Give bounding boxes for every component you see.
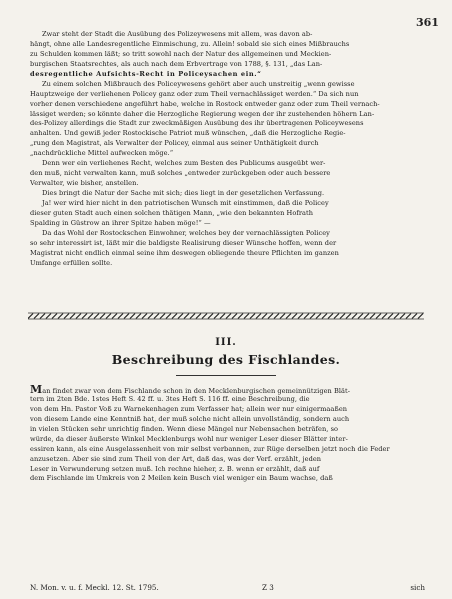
text-line: lässiget werden; so könnte daher die Herzogliche Regierung wegen der ihr zustehenden höhern Lan-	[30, 109, 375, 118]
text-line: Verwalter, wie bisher, anstellen.	[30, 179, 139, 188]
top-text-block	[30, 30, 420, 269]
text-line: Hauptzweige der verliehenen Policey ganz oder zum Theil vernachlässiget werden.“ Da sich nun	[30, 89, 359, 98]
printer-signature: N. Mon. v. u. f. Meckl. 12. St. 1795.	[30, 583, 159, 592]
text-line: zu Schulden kommen läßt; so tritt sowohl nach der Natur des allgemeinen und Meckien-	[30, 49, 332, 58]
body-text-block	[30, 385, 420, 484]
text-line: von dem Hn. Pastor Voß zu Warnekenhagen zum Verfasser hat; allein wer nur einigermaaßen	[30, 404, 348, 413]
text-line: „rung den Magistrat, als Verwalter der Policey, einmal aus seiner Unthätigkeit durch	[30, 139, 319, 148]
heading-rule	[176, 375, 276, 376]
text-line: Leser in Verwunderung setzen muß. Ich rechne hieher, z. B. wenn er erzählt, daß auf	[30, 464, 320, 473]
text-line: so sehr interessirt ist, läßt mir die baldigste Realisirung dieser Wünsche hoffen, wenn der	[30, 238, 337, 247]
decorative-rope-divider	[28, 312, 424, 320]
drop-cap: M	[30, 385, 43, 395]
text-line: burgischen Staatsrechtes, als auch nach dem Erbvertrage von 1788, §. 131, „das Lan-	[30, 59, 323, 68]
text-line	[30, 385, 420, 395]
text-line: Dies bringt die Natur der Sache mit sich; dies liegt in der gesetzlichen Verfassung.	[42, 189, 325, 197]
text-line: den muß, nicht verwalten kann, muß solches „entweder zurückgeben oder auch bessere	[30, 169, 331, 178]
sheet-mark: Z 3	[262, 583, 274, 592]
text-line: dieser guten Stadt auch einen solchen thätigen Mann, „wie den bekannten Hofrath	[30, 208, 314, 217]
text-line: Denn wer ein verliehenes Recht, welches zum Besten des Publicums ausgeübt wer-	[42, 159, 326, 168]
text-line: essiren kann, als eine Ausgelassenheit von mir selbst verbannen, zur Rüge derselben jetzt noch die Feder	[30, 444, 390, 453]
page-number: 361	[416, 16, 439, 29]
text-line: desregentliche Aufsichts-Recht in Policeysachen ein.“	[30, 69, 262, 78]
text-line: Da das Wohl der Rostockschen Einwohner, welches bey der vernachlässigten Policey	[42, 228, 330, 237]
text-line: anhalten. Und gewiß jeder Rostockische Patriot muß wünschen, „daß die Herzogliche Regie-	[30, 129, 346, 138]
text-line: würde, da dieser äußerste Winkel Mecklenburgs wohl nur weniger Leser dieser Blätter inter-	[30, 434, 348, 443]
text-line: Umfange erfüllen sollte.	[30, 258, 113, 267]
text-line: des-Polizey allerdings die Stadt zur zweckmäßigen Ausübung des ihr übertragenen Policeywesens	[30, 119, 364, 128]
text-line: anzusetzen. Aber sie sind zum Theil von der Art, daß das, was der Verf. erzählt, jeden	[30, 454, 322, 463]
text-line: dem Fischlande im Umkreis von 2 Meilen kein Busch viel weniger ein Baum wachse, daß	[30, 474, 333, 483]
section-number: III.	[215, 337, 237, 348]
text-line: Spalding in Güstrow an ihrer Spitze haben möge!“ —	[30, 218, 211, 227]
text-line: Zwar steht der Stadt die Ausübung des Polizeywesens mit allem, was davon ab-	[42, 30, 313, 38]
text-line: Magistrat nicht endlich einmal seine ihm deswegen obliegende theure Pflichten im ganzen	[30, 248, 339, 257]
text-line: in vielen Stücken sehr unrichtig finden. Wenn diese Mängel nur Nebensachen beträfen, so	[30, 424, 339, 433]
text-line: von diesem Lande eine Kenntniß hat, der muß solche nicht allein unvollständig, sondern auch	[30, 414, 350, 423]
text-line: „nachdrückliche Mittel aufwecken möge.“	[30, 149, 174, 158]
text-line-rest: an findet zwar von dem Fischlande schon in den Mecklenburgischen gemeinnützigen Blät-	[42, 387, 350, 395]
text-line: Zu einem solchen Mißbrauch des Policeywesens gehört aber auch unstreitig „wenn gewisse	[42, 79, 355, 88]
text-line: Ja! wer wird hier nicht in den patriotischen Wunsch mit einstimmen, daß die Policey	[42, 198, 329, 207]
text-line: tern im 2ten Bde. 1stes Heft S. 42 ff. u. 3tes Heft S. 116 ff. eine Beschreibung, die	[30, 394, 310, 403]
catchword: sich	[410, 583, 425, 592]
text-line: hängt, ohne alle Landesregentliche Einmischung, zu. Allein! sobald sie sich eines Mißbrauchs	[30, 39, 350, 48]
text-line: vorher denen verschiedene angeführt habe, welche in Rostock entweder ganz oder zum Theil vernach-	[30, 99, 380, 108]
section-title: Beschreibung des Fischlandes.	[111, 352, 341, 367]
